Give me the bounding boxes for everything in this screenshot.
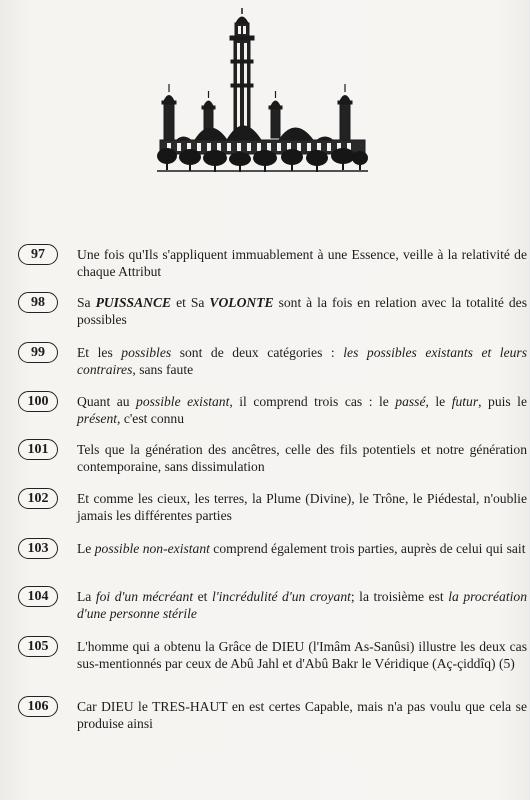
verse-text-segment: foi d'un mécréant <box>95 589 194 604</box>
verse-text-segment: , puis le <box>478 394 527 409</box>
verse-text-segment: , il comprend trois cas : le <box>229 394 396 409</box>
verse-text-segment: présent <box>77 411 118 426</box>
verse-text-segment: L'homme qui a obtenu la Grâce de DIEU (l'Imâm As-Sanûsi) illustre les deux cas sus-mentionnés par ceux de Abû Jahl et d'Abû Bakr le Véridique (Aç-çiddîq) (5) <box>77 639 527 671</box>
verse-text-segment: , sans faute <box>132 362 194 377</box>
verse-text-segment: Le <box>77 541 95 556</box>
verse-text-segment: , le <box>425 394 452 409</box>
verse-text <box>77 246 527 280</box>
verse-number-badge: 102 <box>18 488 58 509</box>
verse-text <box>77 441 527 475</box>
verse-text-segment: , c'est connu <box>117 411 185 426</box>
verse-number-badge: 101 <box>18 439 58 460</box>
verse-text-segment: comprend également trois parties, auprès de celui qui sait <box>209 541 526 556</box>
verse-text <box>77 393 527 427</box>
verse-text-segment: La <box>77 589 96 604</box>
verse-number-badge: 106 <box>18 696 58 717</box>
verse-text-segment: Car DIEU le TRES-HAUT en est certes Capable, mais n'a pas voulu que cela se produise ainsi <box>77 699 527 731</box>
verse-text-segment: et Sa <box>171 295 210 310</box>
verse-text-segment: l'incrédulité d'un croyant <box>211 589 351 604</box>
verse-number-badge: 105 <box>18 636 58 657</box>
verse-text-segment: possible non-existant <box>94 541 210 556</box>
verse-text <box>77 638 527 672</box>
verse-text-segment: futur <box>451 394 479 409</box>
verse-text-segment: et <box>193 589 212 604</box>
mosque-illustration <box>155 8 370 178</box>
verse-text <box>77 490 527 524</box>
verse-text-segment: la procréation d'une personne stérile <box>77 589 528 621</box>
verse-text <box>77 540 527 557</box>
verse-text-segment: Et les <box>77 345 122 360</box>
verse-number-badge: 97 <box>18 244 58 265</box>
verse-number-badge: 103 <box>18 538 58 559</box>
verse-text-segment: sont à la fois en relation avec la totalité des possibles <box>77 295 527 327</box>
verse-text-segment: Une fois qu'Ils s'appliquent immuablement à une Essence, veille à la relativité de chaque Attribut <box>77 247 527 279</box>
verse-text-segment: Sa <box>77 295 96 310</box>
verse-text <box>77 588 527 622</box>
verse-text-segment: Quant au <box>77 394 137 409</box>
verse-text-segment: les possibles existants et leurs contraires <box>77 345 527 377</box>
verse-text <box>77 344 527 378</box>
verse-text <box>77 294 527 328</box>
verse-number-badge: 99 <box>18 342 58 363</box>
verse-number-badge: 98 <box>18 292 58 313</box>
verse-text-segment: passé <box>395 394 426 409</box>
verse-text-segment: PUISSANCE <box>95 295 172 310</box>
verse-number-badge: 100 <box>18 391 58 412</box>
verse-text-segment: possible existant <box>136 394 230 409</box>
verse-text-segment: possibles <box>121 345 172 360</box>
verse-number-badge: 104 <box>18 586 58 607</box>
verse-text-segment: VOLONTE <box>209 295 274 310</box>
verse-text-segment: Et comme les cieux, les terres, la Plume (Divine), le Trône, le Piédestal, n'oublie jamais les différentes parties <box>77 491 527 523</box>
verse-text-segment: ; la troisième est <box>350 589 449 604</box>
verse-text <box>77 698 527 732</box>
verse-text-segment: sont de deux catégories : <box>171 345 344 360</box>
verse-text-segment: Tels que la génération des ancêtres, celle des fils potentiels et notre génération contemporaine, sans dissimulation <box>77 442 527 474</box>
